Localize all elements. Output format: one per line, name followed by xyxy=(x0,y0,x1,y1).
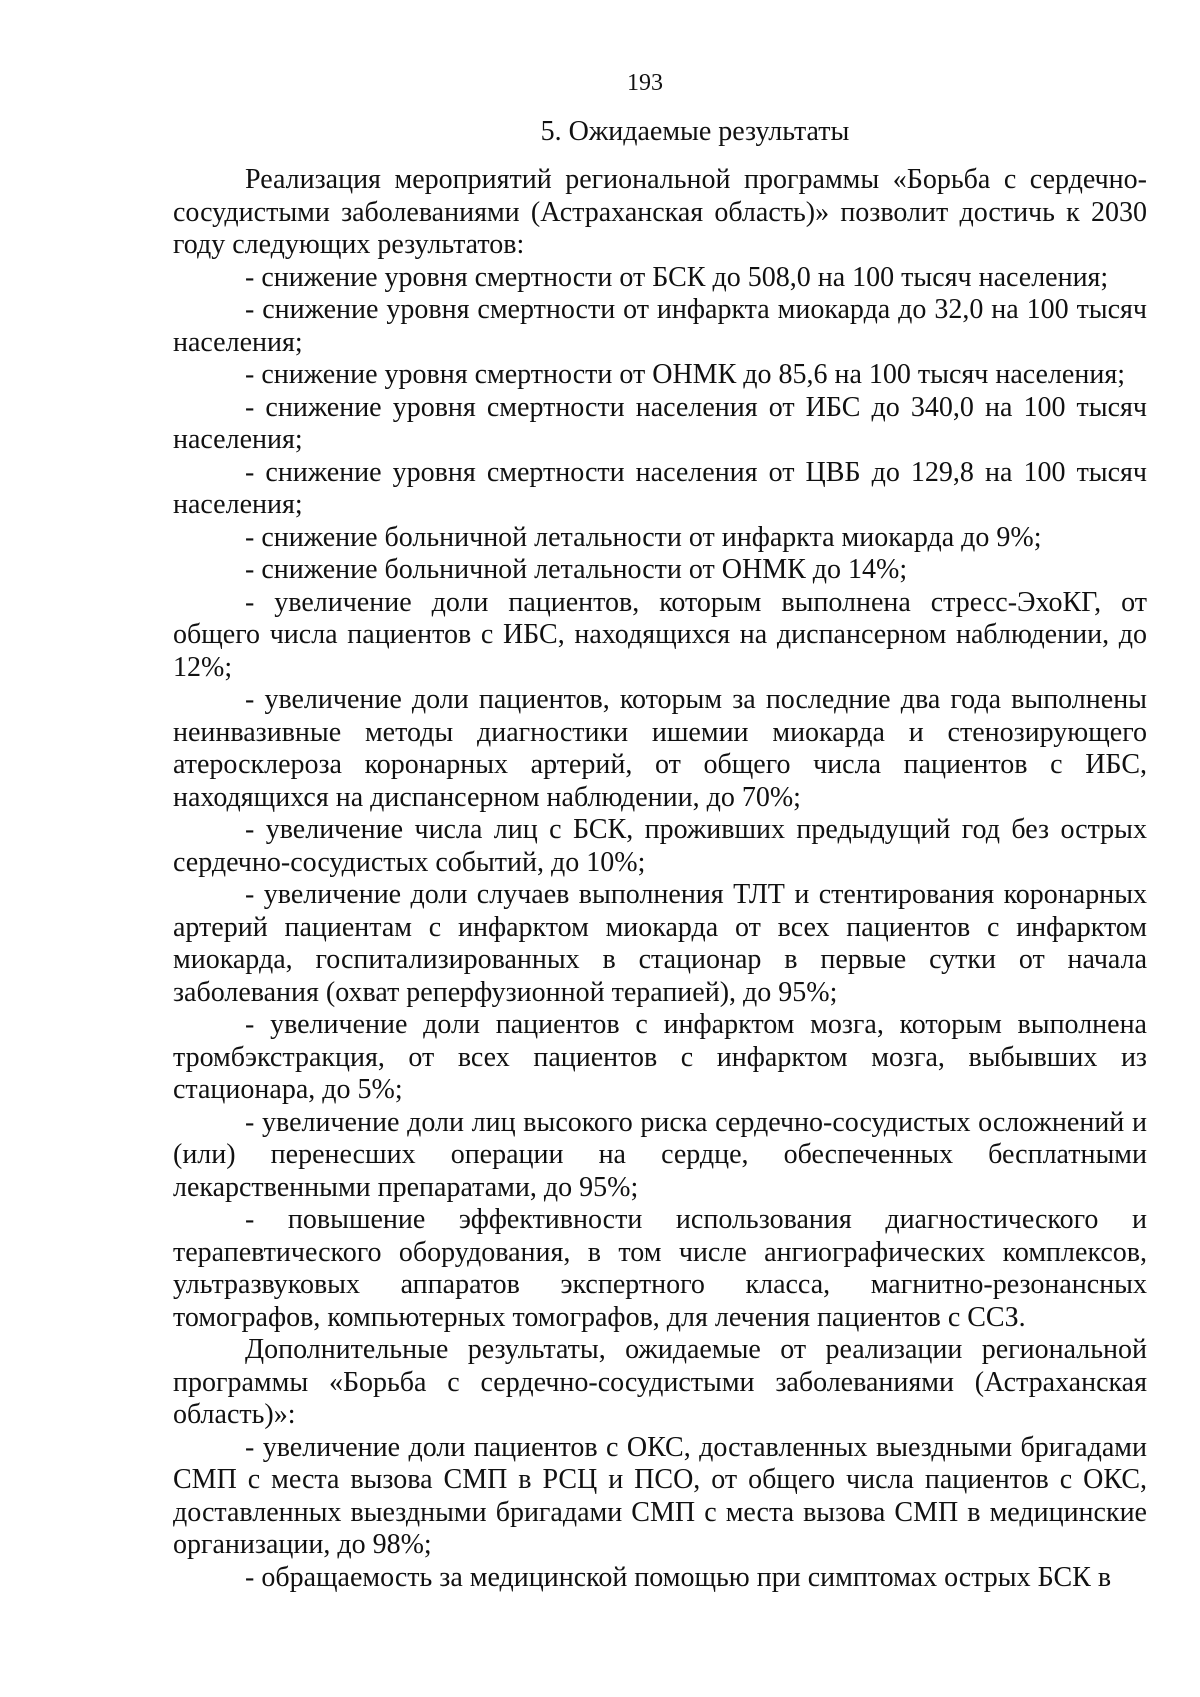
list-item: - повышение эффективности использования диагностического и терапевтического оборудования, в том числе ангиографических комплексов, ультразвуковых аппаратов экспертного класса, магнитно-резонансных томографов, компьютерных томографов, для лечения пациентов с ССЗ. xyxy=(173,1204,1147,1333)
page-number: 193 xyxy=(627,70,663,96)
list-item: - увеличение числа лиц с БСК, проживших предыдущий год без острых сердечно-сосудистых событий, до 10%; xyxy=(173,814,1147,878)
list-item: - увеличение доли пациентов, которым выполнена стресс-ЭхоКГ, от общего числа пациентов с ИБС, находящихся на диспансерном наблюдении, до 12%; xyxy=(173,586,1147,683)
list-item: - увеличение доли пациентов с инфарктом мозга, которым выполнена тромбэкстракция, от всех пациентов с инфарктом мозга, выбывших из стационара, до 5%; xyxy=(173,1009,1147,1105)
list-item: - увеличение доли пациентов с ОКС, доставленных выездными бригадами СМП с места вызова СМП в РСЦ и ПСО, от общего числа пациентов с ОКС, доставленных выездными бригадами СМП с места вызова СМП в медицинские организации, до 98%; xyxy=(173,1431,1147,1560)
list-item: - снижение уровня смертности от БСК до 508,0 на 100 тысяч населения; xyxy=(245,261,1109,293)
paragraph-intro: Реализация мероприятий региональной программы «Борьба с сердечно-сосудистыми заболеваниями (Астраханская область)» позволит достичь к 2030 году следующих результатов: xyxy=(173,164,1147,260)
list-item: - снижение больничной летальности от инфаркта миокарда до 9%; xyxy=(245,521,1042,553)
list-item: - увеличение доли пациентов, которым за последние два года выполнены неинвазивные методы диагностики ишемии миокарда и стенозирующего атеросклероза коронарных артерий, от общего числа пациентов с ИБС, находящихся на диспансерном наблюдении, до 70%; xyxy=(173,684,1147,813)
list-item: - обращаемость за медицинской помощью при симптомах острых БСК в xyxy=(245,1561,1112,1593)
list-item: - увеличение доли лиц высокого риска сердечно-сосудистых осложнений и (или) перенесших операции на сердце, обеспеченных бесплатными лекарственными препаратами, до 95%; xyxy=(173,1106,1147,1203)
paragraph-additional: Дополнительные результаты, ожидаемые от реализации региональной программы «Борьба с сердечно-сосудистыми заболеваниями (Астраханская область)»: xyxy=(173,1334,1147,1430)
list-item: - снижение уровня смертности населения от ИБС до 340,0 на 100 тысяч населения; xyxy=(173,391,1147,455)
list-item: - снижение больничной летальности от ОНМК до 14%; xyxy=(245,554,908,585)
list-item: - снижение уровня смертности населения от ЦВБ до 129,8 на 100 тысяч населения; xyxy=(173,456,1147,520)
section-title: 5. Ожидаемые результаты xyxy=(540,116,850,147)
list-item: - снижение уровня смертности от ОНМК до 85,6 на 100 тысяч населения; xyxy=(245,359,1125,390)
list-item: - снижение уровня смертности от инфаркта миокарда до 32,0 на 100 тысяч населения; xyxy=(173,294,1147,358)
list-item: - увеличение доли случаев выполнения ТЛТ и стентирования коронарных артерий пациентам с инфарктом миокарда от всех пациентов с инфарктом миокарда, госпитализированных в стационар в первые сутки от начала заболевания (охват реперфузионной терапией), до 95%; xyxy=(173,879,1147,1008)
body-text xyxy=(173,164,1147,1594)
